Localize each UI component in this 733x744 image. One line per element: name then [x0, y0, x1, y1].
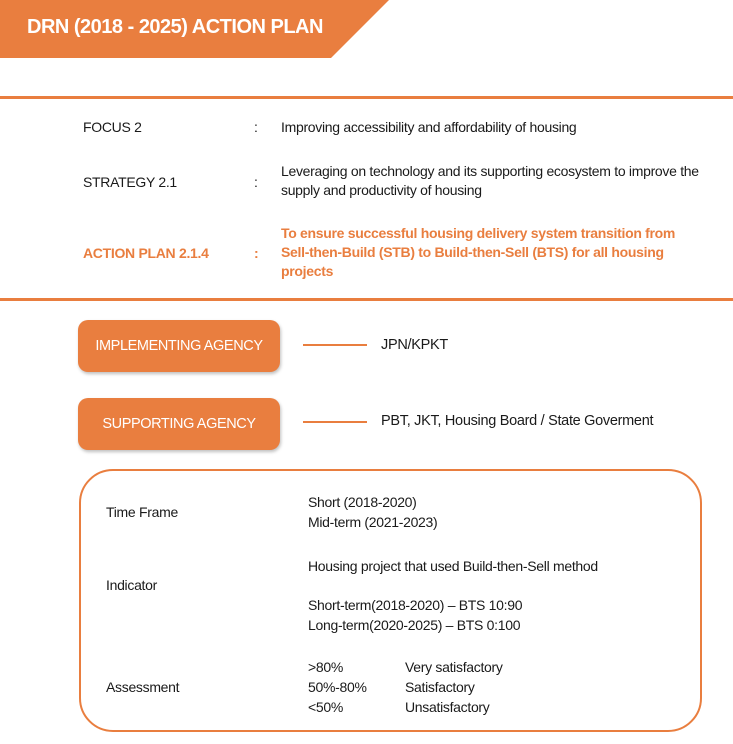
focus-colon: : — [254, 119, 258, 135]
time-frame-short: Short (2018-2020) — [308, 494, 417, 510]
assessment-range-mid: 50%-80% — [308, 679, 367, 695]
implementing-agency-value: JPN/KPKT — [381, 337, 448, 353]
assessment-range-low: <50% — [308, 699, 343, 715]
indicator-short-term: Short-term(2018-2020) – BTS 10:90 — [308, 597, 523, 613]
supporting-connector — [303, 421, 367, 423]
top-divider — [0, 96, 733, 99]
indicator-description: Housing project that used Build-then-Sell method — [308, 558, 598, 574]
focus-value: Improving accessibility and affordability of housing — [281, 119, 577, 135]
time-frame-label: Time Frame — [106, 504, 178, 520]
action-plan-label: ACTION PLAN 2.1.4 — [83, 245, 209, 261]
strategy-colon: : — [254, 174, 258, 190]
focus-label: FOCUS 2 — [83, 119, 142, 135]
implementing-agency-badge: IMPLEMENTING AGENCY — [78, 320, 280, 372]
action-plan-value: To ensure successful housing delivery system transition from Sell-then-Build (STB) to Build-then-Sell (BTS) for all housing projects — [281, 225, 676, 279]
supporting-agency-value: PBT, JKT, Housing Board / State Goverment — [381, 413, 654, 429]
assessment-rating-high: Very satisfactory — [405, 659, 503, 675]
indicator-long-term: Long-term(2020-2025) – BTS 0:100 — [308, 617, 521, 633]
assessment-rating-low: Unsatisfactory — [405, 699, 490, 715]
assessment-range-high: >80% — [308, 659, 343, 675]
time-frame-mid: Mid-term (2021-2023) — [308, 514, 438, 530]
strategy-value: Leveraging on technology and its supporting ecosystem to improve the supply and productivity of housing — [281, 163, 699, 198]
action-plan-colon: : — [254, 245, 259, 261]
page-title: DRN (2018 - 2025) ACTION PLAN — [27, 16, 323, 38]
strategy-label: STRATEGY 2.1 — [83, 174, 177, 190]
assessment-label: Assessment — [106, 679, 180, 695]
supporting-agency-badge: SUPPORTING AGENCY — [78, 398, 280, 450]
assessment-rating-mid: Satisfactory — [405, 679, 475, 695]
bottom-divider — [0, 298, 733, 301]
implementing-connector — [303, 344, 367, 346]
indicator-label: Indicator — [106, 577, 157, 593]
